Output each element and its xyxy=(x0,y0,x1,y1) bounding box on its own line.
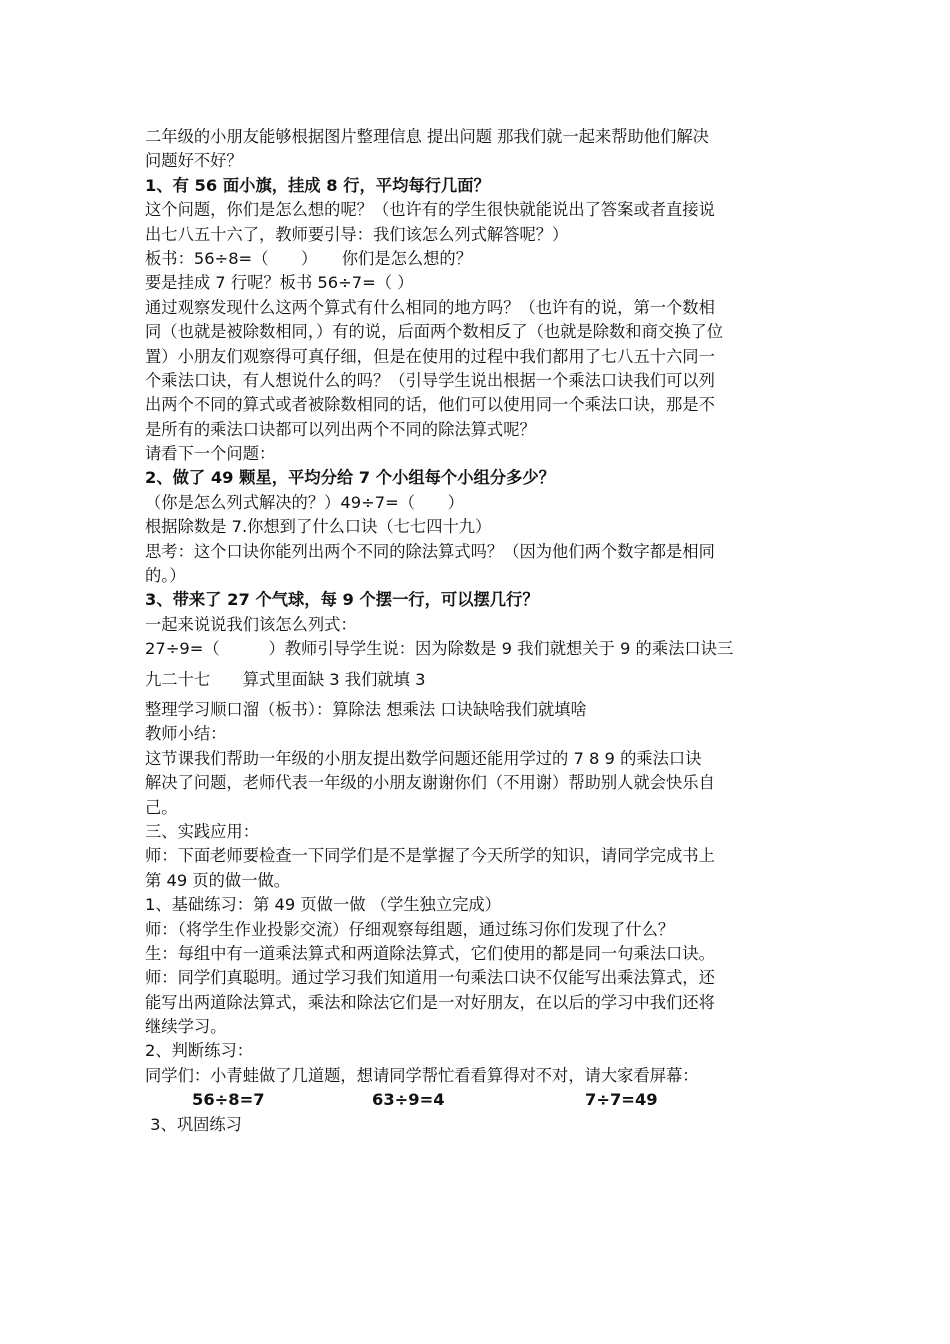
text-line: 同学们：小青蛙做了几道题，想请同学帮忙看看算得对不对，请大家看屏幕： xyxy=(145,1065,699,1085)
equation: 7÷7=49 xyxy=(585,1090,658,1110)
section-heading: 2、判断练习： xyxy=(145,1041,254,1061)
text-line: 出两个不同的算式或者被除数相同的话，他们可以使用同一个乘法口诀，那是不 xyxy=(145,395,715,415)
text-line: 二年级的小朋友能够根据图片整理信息 提出问题 那我们就一起来帮助他们解决 xyxy=(145,127,709,146)
text-line: 通过观察发现什么这两个算式有什么相同的地方吗？（也许有的说，第一个数相 xyxy=(145,297,715,317)
text-line: 根据除数是 7.你想到了什么口诀（七七四十九） xyxy=(145,517,492,537)
text-line: 师：同学们真聪明。通过学习我们知道用一句乘法口诀不仅能写出乘法算式，还 xyxy=(145,968,715,988)
text-line: 27÷9=（ ）教师引导学生说：因为除数是 9 我们就想关于 9 的乘法口诀三 xyxy=(145,639,734,659)
text-line: 个乘法口诀，有人想说什么的吗？（引导学生说出根据一个乘法口诀我们可以列 xyxy=(145,370,715,390)
text-line: 一起来说说我们该怎么列式： xyxy=(145,614,357,634)
question-3: 3、带来了 27 个气球，每 9 个摆一行，可以摆几行？ xyxy=(145,590,539,610)
question-1: 1、有 56 面小旗，挂成 8 行，平均每行几面？ xyxy=(145,175,490,195)
section-heading: 三、实践应用： xyxy=(145,821,259,841)
equation: 63÷9=4 xyxy=(372,1090,445,1110)
text-line: 这个问题，你们是怎么想的呢？（也许有的学生很快就能说出了答案或者直接说 xyxy=(145,200,715,220)
section-heading: 3、巩固练习 xyxy=(145,1114,242,1134)
question-2: 2、做了 49 颗星，平均分给 7 个小组每个小组分多少？ xyxy=(145,468,555,488)
equation: 56÷8=7 xyxy=(192,1090,265,1110)
text-line: 继续学习。 xyxy=(145,1017,227,1037)
board-note: 板书：56÷8=（ ） 你们是怎么想的？ xyxy=(145,248,472,268)
text-line: 置）小朋友们观察得可真仔细，但是在使用的过程中我们都用了七八五十六同一 xyxy=(145,346,715,366)
text-line: 第 49 页的做一做。 xyxy=(145,870,291,890)
text-line: 师：下面老师要检查一下同学们是不是掌握了今天所学的知识，请同学完成书上 xyxy=(145,846,715,866)
text-line: 1、基础练习：第 49 页做一做 （学生独立完成） xyxy=(145,895,501,915)
text-line: 生：每组中有一道乘法算式和两道除法算式，它们使用的都是同一句乘法口诀。 xyxy=(145,943,715,963)
text-line: 同（也就是被除数相同，）有的说，后面两个数相反了（也就是除数和商交换了位 xyxy=(145,322,723,342)
text-line: 解决了问题，老师代表一年级的小朋友谢谢你们（不用谢）帮助别人就会快乐自 xyxy=(145,773,715,793)
text-line: 请看下一个问题： xyxy=(145,444,276,464)
section-heading: 教师小结： xyxy=(145,724,227,744)
text-line: 九二十七 算式里面缺 3 我们就填 3 xyxy=(145,669,426,689)
text-line: 问题好不好？ xyxy=(145,151,243,171)
text-line: 这节课我们帮助一年级的小朋友提出数学问题还能用学过的 7 8 9 的乘法口诀 xyxy=(145,748,702,768)
document-page xyxy=(145,125,810,1137)
text-line: 师：（将学生作业投影交流）仔细观察每组题，通过练习你们发现了什么？ xyxy=(145,919,675,939)
text-line: 思考：这个口诀你能列出两个不同的除法算式吗？（因为他们两个数字都是相同 xyxy=(145,541,715,561)
text-line: 的。） xyxy=(145,566,186,586)
text-line: 要是挂成 7 行呢？板书 56÷7=（ ） xyxy=(145,273,414,293)
text-line: 是所有的乘法口诀都可以列出两个不同的除法算式呢？ xyxy=(145,419,536,439)
mnemonic-line: 整理学习顺口溜（板书）：算除法 想乘法 口诀缺啥我们就填啥 xyxy=(145,699,587,719)
text-line: 出七八五十六了，教师要引导：我们该怎么列式解答呢？） xyxy=(145,224,569,244)
text-line: 能写出两道除法算式，乘法和除法它们是一对好朋友，在以后的学习中我们还将 xyxy=(145,992,715,1012)
text-line: 己。 xyxy=(145,797,178,817)
text-line: （你是怎么列式解决的？）49÷7=（ ） xyxy=(145,492,464,512)
equation-row xyxy=(145,1088,810,1112)
